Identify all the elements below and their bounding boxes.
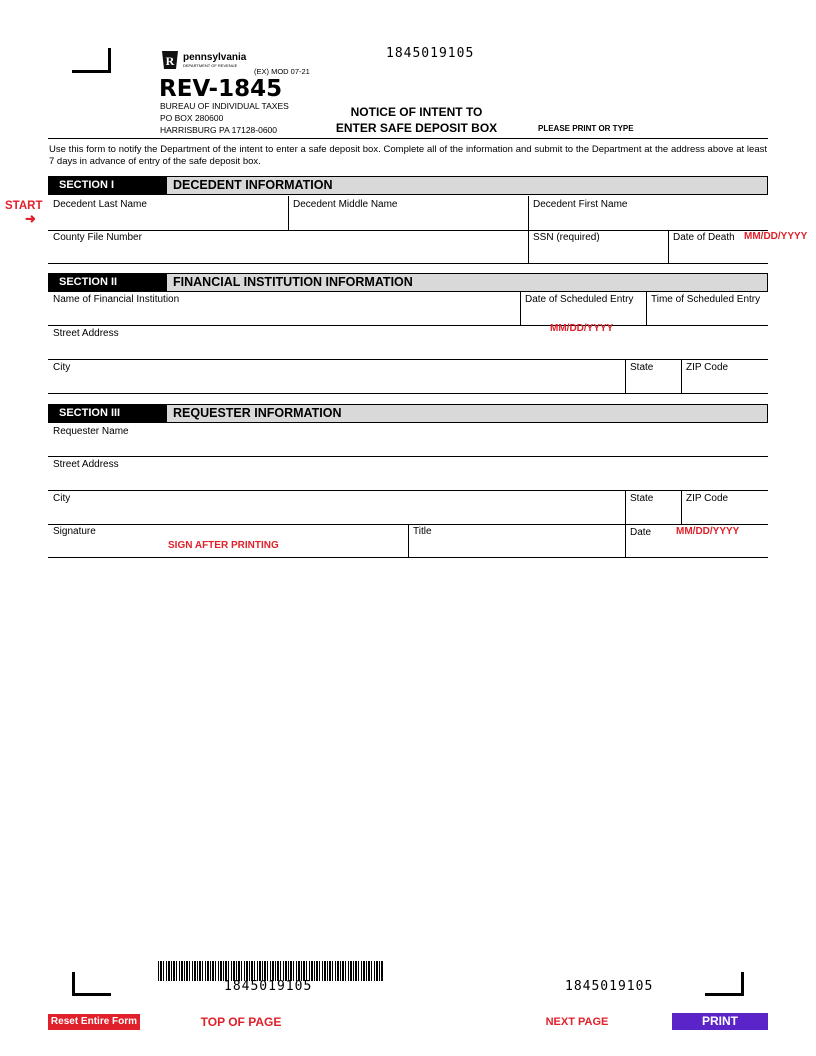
section-3-title: REQUESTER INFORMATION (173, 406, 342, 420)
sign-after-printing-hint: SIGN AFTER PRINTING (168, 540, 279, 551)
address-line-2: PO BOX 280600 (160, 113, 224, 123)
county-file-number-label: County File Number (53, 232, 142, 243)
decedent-first-name-field[interactable] (532, 212, 768, 230)
section-1-title: DECEDENT INFORMATION (173, 178, 333, 192)
s2-divider-1 (520, 292, 521, 326)
s3-row-line-1 (48, 456, 768, 457)
barcode (158, 961, 384, 981)
s3-divider-1 (625, 490, 626, 524)
requester-street-field[interactable] (52, 472, 768, 490)
ssn-field[interactable] (532, 245, 668, 263)
s2-divider-3 (625, 359, 626, 393)
section-2-title: FINANCIAL INSTITUTION INFORMATION (173, 275, 413, 289)
section-2-number: SECTION II (49, 274, 167, 291)
financial-institution-label: Name of Financial Institution (53, 294, 180, 305)
start-label: START (5, 200, 43, 212)
svg-text:R: R (165, 54, 175, 68)
section-3-header (48, 404, 768, 423)
s1-divider-2 (528, 196, 529, 230)
requester-title-field[interactable] (412, 539, 624, 557)
s3-divider-4 (625, 524, 626, 558)
start-arrow-icon: ➜ (25, 211, 36, 226)
print-note: PLEASE PRINT OR TYPE (538, 124, 634, 133)
instructions: Use this form to notify the Department of the intent to enter a safe deposit box. Complete all of the information and submit to the Department at the address above at least 7 days in advance of entry of the safe deposit box. (49, 144, 767, 167)
signature-label: Signature (53, 526, 96, 537)
requester-zip-field[interactable] (685, 506, 769, 524)
print-button[interactable]: PRINT (672, 1013, 768, 1030)
scheduled-entry-time-field[interactable] (650, 307, 770, 325)
requester-title-label: Title (413, 526, 432, 537)
decedent-middle-name-field[interactable] (292, 212, 528, 230)
s3-divider-2 (681, 490, 682, 524)
header-divider (48, 138, 768, 139)
address-line-1: BUREAU OF INDIVIDUAL TAXES (160, 101, 289, 111)
pa-keystone-logo-icon (160, 50, 180, 75)
institution-state-field[interactable] (629, 375, 681, 393)
date-of-death-field[interactable] (672, 245, 770, 263)
requester-city-field[interactable] (52, 506, 624, 524)
logo-name: pennsylvania (183, 52, 247, 63)
s3-divider-3 (408, 524, 409, 558)
form-number-bottom: 1845019105 (565, 979, 654, 994)
requester-name-label: Requester Name (53, 426, 129, 437)
institution-street-label: Street Address (53, 328, 119, 339)
institution-state-label: State (630, 362, 654, 373)
institution-zip-label: ZIP Code (686, 362, 729, 373)
s1-row-line-1 (48, 230, 768, 231)
form-title-line-2: ENTER SAFE DEPOSIT BOX (335, 121, 498, 135)
s1-row-line-2 (48, 263, 768, 264)
form-title-line-1: NOTICE OF INTENT TO (350, 105, 483, 119)
signature-date-hint: MM/DD/YYYY (676, 526, 740, 537)
decedent-last-name-label: Decedent Last Name (53, 199, 147, 210)
s1-divider-1 (288, 196, 289, 230)
ssn-label: SSN (required) (533, 232, 600, 243)
institution-city-field[interactable] (52, 375, 624, 393)
form-number-top: 1845019105 (386, 46, 475, 61)
top-of-page-button[interactable]: TOP OF PAGE (200, 1015, 282, 1029)
s1-divider-3 (528, 230, 529, 264)
form-id: REV-1845 (159, 76, 283, 102)
s2-divider-4 (681, 359, 682, 393)
decedent-middle-name-label: Decedent Middle Name (293, 199, 398, 210)
s3-row-line-4 (48, 557, 768, 558)
requester-state-field[interactable] (629, 506, 681, 524)
date-of-death-label: Date of Death (673, 232, 735, 243)
s3-row-line-2 (48, 490, 768, 491)
section-2-header (48, 273, 768, 292)
section-1-number: SECTION I (49, 177, 167, 194)
county-file-number-field[interactable] (52, 245, 528, 263)
address-line-3: HARRISBURG PA 17128-0600 (160, 125, 278, 135)
signature-date-label: Date (630, 527, 652, 538)
s1-divider-4 (668, 230, 669, 264)
form-version: (EX) MOD 07-21 (254, 67, 310, 76)
decedent-first-name-label: Decedent First Name (533, 199, 628, 210)
date-of-death-hint: MM/DD/YYYY (744, 231, 808, 242)
s2-divider-2 (646, 292, 647, 326)
institution-city-label: City (53, 362, 71, 373)
scheduled-entry-date-hint: MM/DD/YYYY (550, 323, 614, 334)
requester-zip-label: ZIP Code (686, 493, 729, 504)
scheduled-entry-time-label: Time of Scheduled Entry (651, 294, 761, 305)
signature-date-field[interactable] (629, 541, 769, 558)
section-1-header (48, 176, 768, 195)
section-3-number: SECTION III (49, 405, 167, 422)
next-page-button[interactable]: NEXT PAGE (545, 1016, 609, 1028)
s2-row-line-1 (48, 325, 768, 326)
requester-street-label: Street Address (53, 459, 119, 470)
reset-form-button[interactable]: Reset Entire Form (48, 1014, 140, 1030)
financial-institution-field[interactable] (52, 307, 520, 325)
decedent-last-name-field[interactable] (52, 212, 288, 230)
scheduled-entry-date-label: Date of Scheduled Entry (525, 294, 634, 305)
institution-street-field[interactable] (52, 341, 768, 359)
s2-row-line-3 (48, 393, 768, 394)
s2-row-line-2 (48, 359, 768, 360)
barcode-number: 1845019105 (224, 979, 313, 994)
requester-name-field[interactable] (52, 439, 768, 457)
requester-city-label: City (53, 493, 71, 504)
requester-state-label: State (630, 493, 654, 504)
logo-subtitle: DEPARTMENT OF REVENUE (183, 63, 238, 68)
institution-zip-field[interactable] (685, 375, 769, 393)
